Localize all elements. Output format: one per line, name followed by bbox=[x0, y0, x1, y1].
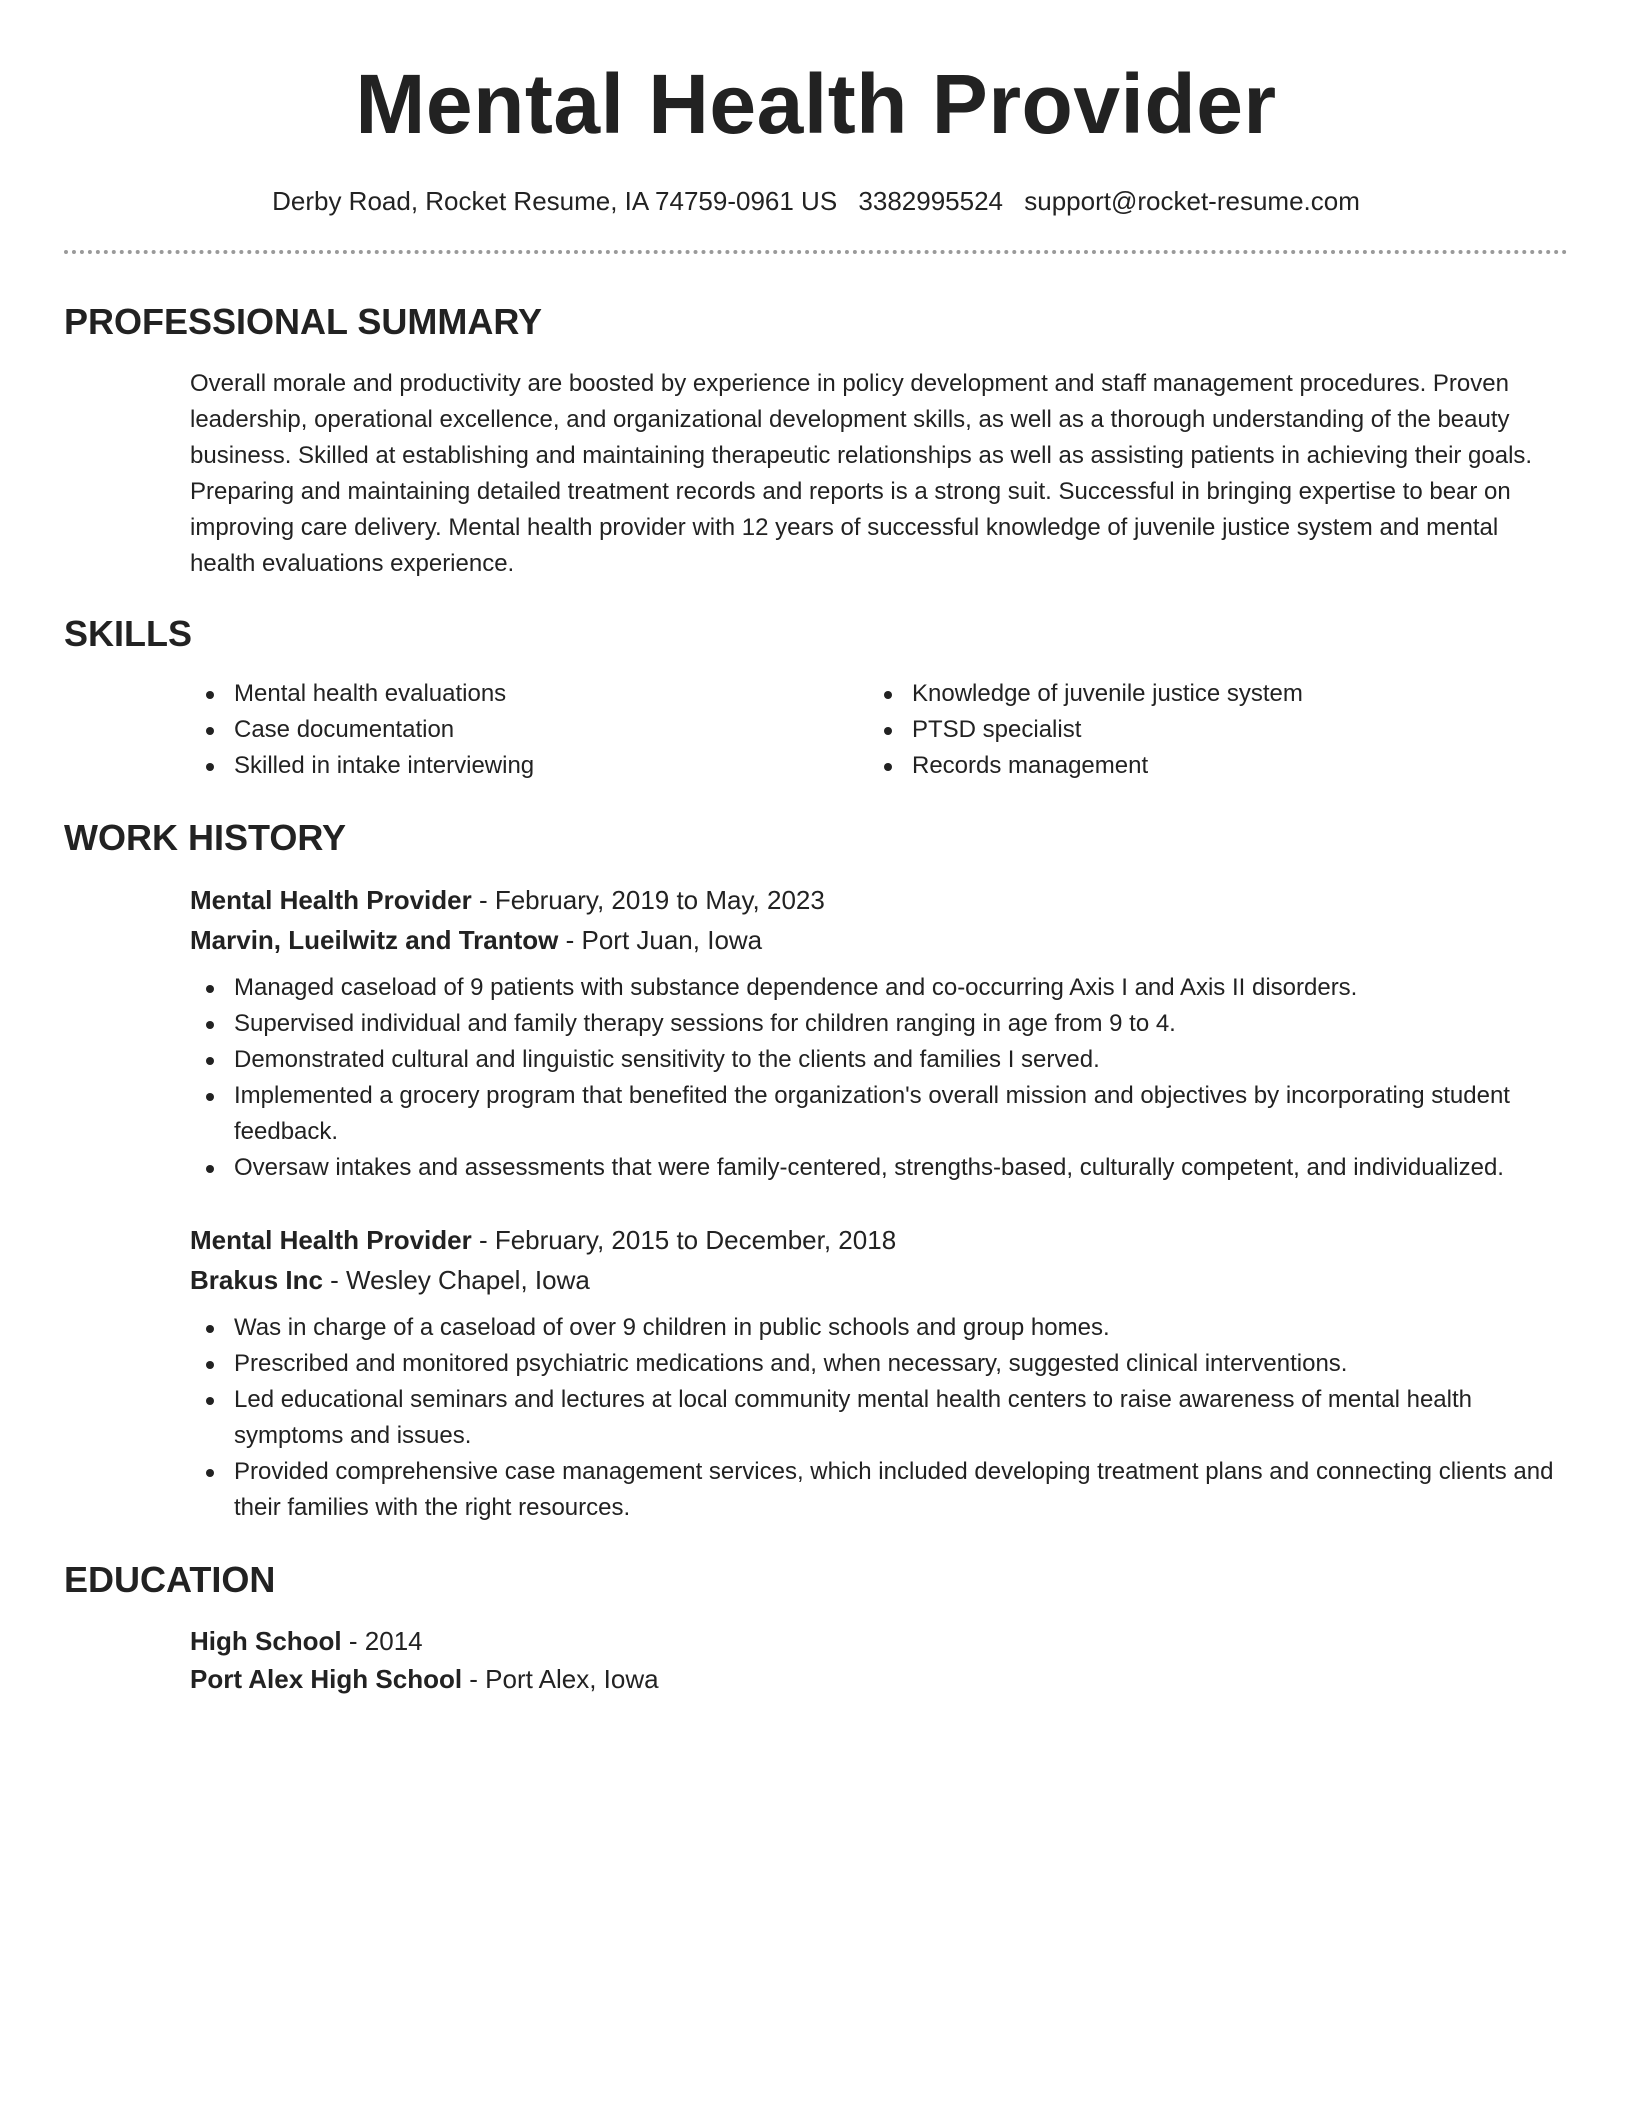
duty-text: Demonstrated cultural and linguistic sensitivity to the clients and families I served. bbox=[234, 1046, 1100, 1073]
contact-email: support@rocket-resume.com bbox=[1024, 186, 1360, 216]
skills-column-left bbox=[190, 676, 868, 784]
job-role: Mental Health Provider bbox=[190, 885, 472, 915]
duty-item bbox=[190, 970, 1568, 1006]
duty-item bbox=[190, 1310, 1568, 1346]
section-skills bbox=[64, 612, 1568, 784]
skill-item bbox=[868, 712, 1546, 748]
section-title-summary: PROFESSIONAL SUMMARY bbox=[64, 301, 543, 342]
bullet-icon bbox=[884, 691, 892, 699]
duty-item bbox=[190, 1346, 1568, 1382]
duty-item bbox=[190, 1042, 1568, 1078]
skill-item bbox=[868, 748, 1546, 784]
job-title-line bbox=[190, 1220, 1568, 1260]
bullet-icon bbox=[206, 727, 214, 735]
job-location: - Wesley Chapel, Iowa bbox=[322, 1265, 590, 1295]
duty-text: Provided comprehensive case management services, which included developing treatment plans and connecting clients and their families with the right resources. bbox=[234, 1458, 1554, 1521]
education-year: - 2014 bbox=[341, 1626, 423, 1656]
bullet-icon bbox=[206, 1057, 214, 1065]
job-duties bbox=[190, 1310, 1568, 1526]
duty-text: Managed caseload of 9 patients with substance dependence and co-occurring Axis I and Axis II disorders. bbox=[234, 974, 1358, 1001]
duty-text: Prescribed and monitored psychiatric medications and, when necessary, suggested clinical interventions. bbox=[234, 1350, 1348, 1377]
contact-phone: 3382995524 bbox=[858, 186, 1004, 216]
skill-item bbox=[190, 676, 868, 712]
duty-item bbox=[190, 1006, 1568, 1042]
skill-item bbox=[190, 748, 868, 784]
job-company: Brakus Inc bbox=[190, 1265, 323, 1295]
section-title-education: EDUCATION bbox=[64, 1559, 276, 1600]
bullet-icon bbox=[206, 1165, 214, 1173]
bullet-icon bbox=[206, 1093, 214, 1101]
skill-label: Mental health evaluations bbox=[234, 680, 507, 707]
duty-item bbox=[190, 1454, 1568, 1526]
duty-item bbox=[190, 1382, 1568, 1454]
duty-item bbox=[190, 1150, 1568, 1186]
section-title-work-history: WORK HISTORY bbox=[64, 817, 347, 858]
job-company-line bbox=[190, 920, 1568, 960]
job-title-line bbox=[190, 880, 1568, 920]
skill-label: Case documentation bbox=[234, 716, 455, 743]
bullet-icon bbox=[206, 1469, 214, 1477]
contact-line bbox=[64, 184, 1568, 218]
skill-label: Knowledge of juvenile justice system bbox=[912, 680, 1303, 707]
skill-item bbox=[190, 712, 868, 748]
education-school-line bbox=[190, 1660, 1568, 1698]
education-degree: High School bbox=[190, 1626, 342, 1656]
bullet-icon bbox=[884, 727, 892, 735]
job-duties bbox=[190, 970, 1568, 1186]
duty-item bbox=[190, 1078, 1568, 1150]
bullet-icon bbox=[206, 1021, 214, 1029]
skill-item bbox=[868, 676, 1546, 712]
job-role: Mental Health Provider bbox=[190, 1225, 472, 1255]
section-work-history bbox=[64, 816, 1568, 1526]
duty-text: Led educational seminars and lectures at local community mental health centers to raise awareness of mental health symptoms and issues. bbox=[234, 1386, 1473, 1449]
skill-label: PTSD specialist bbox=[912, 716, 1082, 743]
job-entry bbox=[190, 880, 1568, 1186]
education-school: Port Alex High School bbox=[190, 1664, 463, 1694]
summary-text: Overall morale and productivity are boosted by experience in policy development and staff management procedures. Proven leadership, operational excellence, and organizational development skills, as well as a thorough understanding of the beauty business. Skilled at establishing and maintaining therapeutic relationships as well as assisting patients in achieving their goals. Preparing and maintaining detailed treatment records and reports is a strong suit. Successful in bringing expertise to bear on improving care delivery. Mental health provider with 12 years of successful knowledge of juvenile justice system and mental health evaluations experience. bbox=[190, 370, 1533, 577]
job-dates: - February, 2019 to May, 2023 bbox=[471, 885, 825, 915]
job-location: - Port Juan, Iowa bbox=[558, 925, 763, 955]
skill-label: Skilled in intake interviewing bbox=[234, 752, 535, 779]
header-divider bbox=[64, 250, 1568, 254]
skills-grid bbox=[190, 676, 1568, 784]
duty-text: Oversaw intakes and assessments that were family-centered, strengths-based, culturally competent, and individualized. bbox=[234, 1154, 1504, 1181]
bullet-icon bbox=[206, 1361, 214, 1369]
duty-text: Implemented a grocery program that benefited the organization's overall mission and objectives by incorporating student feedback. bbox=[234, 1082, 1510, 1145]
education-entry bbox=[190, 1622, 1568, 1698]
job-entry bbox=[190, 1220, 1568, 1526]
skill-label: Records management bbox=[912, 752, 1149, 779]
section-professional-summary bbox=[64, 300, 1568, 582]
skills-column-right bbox=[868, 676, 1546, 784]
contact-address: Derby Road, Rocket Resume, IA 74759-0961 US bbox=[272, 186, 838, 216]
education-degree-line bbox=[190, 1622, 1568, 1660]
bullet-icon bbox=[206, 763, 214, 771]
duty-text: Was in charge of a caseload of over 9 children in public schools and group homes. bbox=[234, 1314, 1110, 1341]
education-location: - Port Alex, Iowa bbox=[462, 1664, 659, 1694]
bullet-icon bbox=[206, 1397, 214, 1405]
bullet-icon bbox=[206, 985, 214, 993]
resume-name: Mental Health Provider bbox=[355, 57, 1277, 151]
job-company-line bbox=[190, 1260, 1568, 1300]
bullet-icon bbox=[206, 1325, 214, 1333]
duty-text: Supervised individual and family therapy sessions for children ranging in age from 9 to 4. bbox=[234, 1010, 1176, 1037]
section-education bbox=[64, 1558, 1568, 1698]
section-title-skills: SKILLS bbox=[64, 613, 193, 654]
job-dates: - February, 2015 to December, 2018 bbox=[471, 1225, 897, 1255]
bullet-icon bbox=[884, 763, 892, 771]
job-company: Marvin, Lueilwitz and Trantow bbox=[190, 925, 559, 955]
bullet-icon bbox=[206, 691, 214, 699]
